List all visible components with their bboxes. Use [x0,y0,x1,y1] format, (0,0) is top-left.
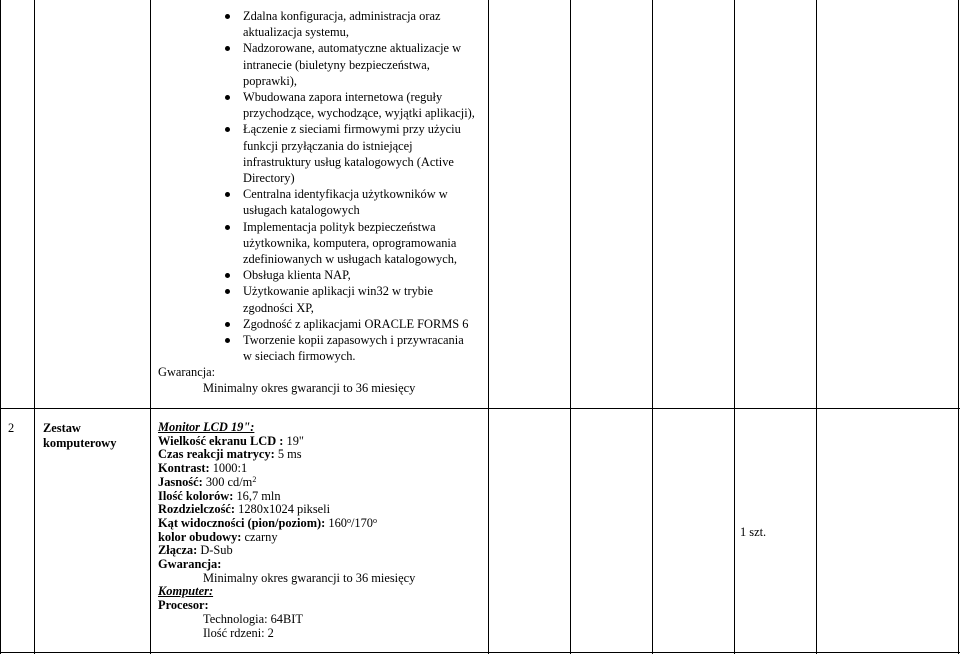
item-name: Zestaw komputerowy [43,421,117,450]
monitor-heading: Monitor LCD 19": [158,420,255,434]
warranty-text: Minimalny okres gwarancji to 36 miesięcy [203,570,416,585]
spec-row: Jasność: 300 $cd/m^2$ [158,474,257,489]
spec-row: Kontrast: 1000:1 [158,461,248,476]
bullet-icon [225,192,230,197]
table-border-bottom [0,652,960,653]
list-item: Nadzorowane, automatyczne aktualizacje w intranecie (biuletyny bezpieczeństwa, poprawki), [225,40,475,89]
spec-row: Ilość kolorów: 16,7 mln [158,488,281,503]
column-divider [150,0,151,654]
column-divider [34,0,35,654]
list-item: Użytkowanie aplikacji win32 w trybie zgodności XP, [225,283,475,315]
spec-row: Rozdzielczość: 1280x1024 pikseli [158,502,331,517]
warranty-label: Gwarancja: [158,365,216,379]
spec-row: Złącza: D-Sub [158,543,233,558]
column-divider [488,0,489,654]
bullet-icon [225,289,230,294]
spec-row: Kąt widoczności (pion/poziom): 160$^o$/170$^o$ [158,515,377,530]
bullet-icon [225,322,230,327]
bullet-icon [225,46,230,51]
list-item: Tworzenie kopii zapasowych i przywracania w sieciach firmowych. [225,332,475,364]
spec-row: Czas reakcji matrycy: 5 ms [158,447,302,462]
computer-heading: Komputer: [158,584,214,599]
list-item: Zgodność z aplikacjami ORACLE FORMS 6 [225,316,475,332]
warranty-text: Minimalny okres gwarancji to 36 miesięcy [203,381,416,395]
list-item: Łączenie z sieciami firmowymi przy użyciu funkcji przyłączania do istniejącej infrastruktury usług katalogowych (Active Directory) [225,121,475,186]
quantity: 1 szt. [740,525,767,539]
feature-list [225,8,475,364]
column-divider [816,0,817,654]
processor-label: Procesor: [158,598,209,613]
table-border-right [958,0,959,654]
row-divider [0,408,960,409]
bullet-icon [225,338,230,343]
list-item: Obsługa klienta NAP, [225,267,475,283]
list-item: Zdalna konfiguracja, administracja oraz aktualizacja systemu, [225,8,475,40]
bullet-icon [225,225,230,230]
list-item: Wbudowana zapora internetowa (reguły przychodzące, wychodzące, wyjątki aplikacji), [225,89,475,121]
processor-technology: Technologia: 64BIT [203,611,303,626]
column-divider [652,0,653,654]
bullet-icon [225,14,230,19]
table-border-left [0,0,1,654]
column-divider [570,0,571,654]
list-item: Implementacja polityk bezpieczeństwa użytkownika, komputera, oprogramowania zdefiniowanych w usługach katalogowych, [225,219,475,268]
list-item: Centralna identyfikacja użytkowników w usługach katalogowych [225,186,475,218]
bullet-icon [225,273,230,278]
warranty-label: Gwarancja: [158,557,222,572]
processor-cores: Ilość rdzeni: 2 [203,625,274,640]
row-number: 2 [8,421,15,435]
spec-row: kolor obudowy: czarny [158,529,278,544]
specification [158,421,483,640]
spec-row: Wielkość ekranu LCD : 19" [158,433,304,448]
bullet-icon [225,95,230,100]
bullet-icon [225,127,230,132]
column-divider [734,0,735,654]
